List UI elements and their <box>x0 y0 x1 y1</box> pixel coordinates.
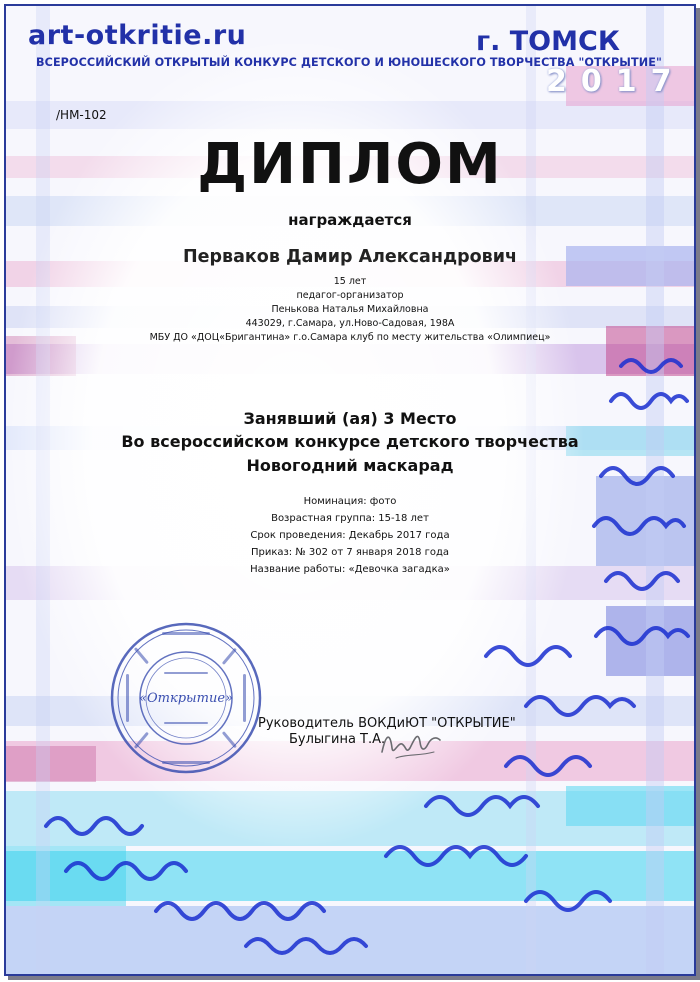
recipient-name: Перваков Дамир Александрович <box>183 247 517 267</box>
stamp-center-text: «Открытие» <box>139 691 233 706</box>
awarded-label: награждается <box>288 211 412 229</box>
place-result: Занявший (ая) 3 Место <box>243 409 457 428</box>
document-number: /НМ-102 <box>56 108 107 122</box>
work-title: Название работы: «Девочка загадка» <box>250 564 450 575</box>
contest-name: Новогодний маскарад <box>246 456 454 475</box>
city-name: г. ТОМСК <box>476 26 620 57</box>
recipient-age: 15 лет <box>333 276 367 287</box>
round-stamp <box>106 618 266 778</box>
age-group: Возрастная группа: 15-18 лет <box>271 513 429 524</box>
recipient-organization: МБУ ДО «ДОЦ«Бригантина» г.о.Самара клуб по месту жительства «Олимпиец» <box>149 332 551 343</box>
contest-line: Во всероссийском конкурсе детского творчества <box>121 432 579 451</box>
contest-period: Срок проведения: Декабрь 2017 года <box>250 530 450 541</box>
order-number: Приказ: № 302 от 7 января 2018 года <box>250 547 450 558</box>
nomination: Номинация: фото <box>303 496 397 507</box>
signatory-name: Булыгина Т.А. <box>289 732 386 747</box>
handwritten-signature <box>376 722 446 764</box>
teacher-name: Пенькова Наталья Михайловна <box>271 304 429 315</box>
recipient-address: 443029, г.Самара, ул.Ново-Садовая, 198А <box>245 318 455 329</box>
site-name: art-otkritie.ru <box>28 20 247 51</box>
teacher-role: педагог-организатор <box>296 290 404 301</box>
contest-year: 2017 <box>546 64 686 99</box>
diploma-title: ДИПЛОМ <box>197 132 503 197</box>
contest-header: ВСЕРОССИЙСКИЙ ОТКРЫТЫЙ КОНКУРС ДЕТСКОГО И ЮНОШЕСКОГО ТВОРЧЕСТВА "ОТКРЫТИЕ" <box>36 56 662 69</box>
diploma-page <box>4 4 696 976</box>
signatory-role: Руководитель ВОКДиЮТ "ОТКРЫТИЕ" <box>258 716 516 731</box>
